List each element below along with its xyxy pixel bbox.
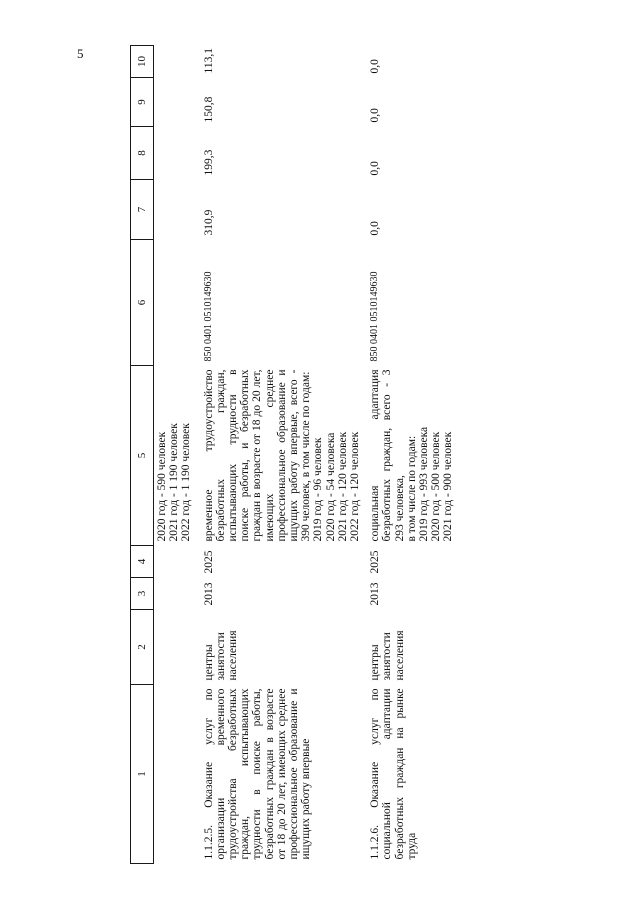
result-year-line: 2021 год - 120 человек xyxy=(336,431,349,542)
column-number: 2 xyxy=(131,610,154,685)
page-number: 5 xyxy=(77,46,84,61)
budget-code: 850 0401 0510149630 xyxy=(202,271,214,362)
column-number: 1 xyxy=(131,685,154,864)
column-number: 7 xyxy=(131,180,154,240)
end-year: 2025 xyxy=(369,550,382,574)
measure-name: 1.1.2.6. Оказание услуг по социальной адаптации безработных граждан на рынке труда xyxy=(369,688,418,860)
column-number: 3 xyxy=(131,578,154,610)
column-number-row xyxy=(131,46,154,864)
continuation-line: 2021 год - 1 190 человек xyxy=(168,423,181,542)
column-number: 6 xyxy=(131,240,154,366)
start-year: 2013 xyxy=(202,582,215,606)
table-row xyxy=(365,46,458,864)
expected-result xyxy=(199,366,366,546)
result-year-line: в том числе по годам: xyxy=(405,435,418,542)
column-number: 5 xyxy=(131,366,154,546)
measure-name: 1.1.2.5. Оказание услуг по организации временного трудоустройства безработных граждан, испытывающих трудности в поиске работы, безработных граждан в возрасте от 18 до 20 лет, имеющих среднее профессиональное образование и ищущих работу впервые xyxy=(202,688,313,860)
value-col-8: 199,3 xyxy=(202,149,215,176)
executor: центры занятости населения xyxy=(369,630,406,681)
value-col-10: 113,1 xyxy=(202,48,215,74)
result-description: социальная адаптация безработных граждан, всего - 3 293 человека, xyxy=(369,369,406,542)
column-number: 10 xyxy=(131,46,154,78)
continuation-row xyxy=(154,46,199,864)
value-col-8: 0,0 xyxy=(369,161,382,176)
value-col-7: 0,0 xyxy=(369,221,382,236)
result-year-line: 2020 год - 54 человека xyxy=(324,432,337,542)
end-year: 2025 xyxy=(202,550,215,574)
column-number: 4 xyxy=(131,546,154,578)
result-year-line: 2019 год - 993 человека xyxy=(418,426,431,542)
result-year-line: 2022 год - 120 человек xyxy=(349,431,362,542)
table-row xyxy=(199,46,366,864)
result-year-line: 2019 год - 96 человек xyxy=(312,437,325,542)
continuation-cell xyxy=(154,366,199,546)
start-year: 2013 xyxy=(369,582,382,606)
executor: центры занятости населения xyxy=(202,630,240,681)
program-table xyxy=(130,45,459,864)
result-description: временное трудоустройство безработных граждан, испытывающих трудности в поиске работы, и безработных граждан в возрасте от 18 до 20 лет, имеющих среднее профессиональное образование и ищущих работу впервые, всего - 390 человек, в том числе по годам: xyxy=(202,369,313,542)
column-number: 9 xyxy=(131,78,154,127)
value-col-10: 0,0 xyxy=(369,59,382,74)
column-number: 8 xyxy=(131,127,154,180)
continuation-line: 2020 год - 590 человек xyxy=(156,431,168,542)
expected-result xyxy=(365,366,458,546)
result-year-line: 2020 год - 500 человек xyxy=(430,431,443,542)
result-year-line: 2021 год - 900 человек xyxy=(442,431,455,542)
value-col-9: 150,8 xyxy=(202,96,215,123)
value-col-9: 0,0 xyxy=(369,108,382,123)
budget-code: 850 0401 0510149630 xyxy=(369,271,381,362)
rotated-table-sheet xyxy=(130,46,592,864)
value-col-7: 310,9 xyxy=(202,209,215,236)
continuation-line: 2022 год - 1 190 человек xyxy=(180,423,193,542)
